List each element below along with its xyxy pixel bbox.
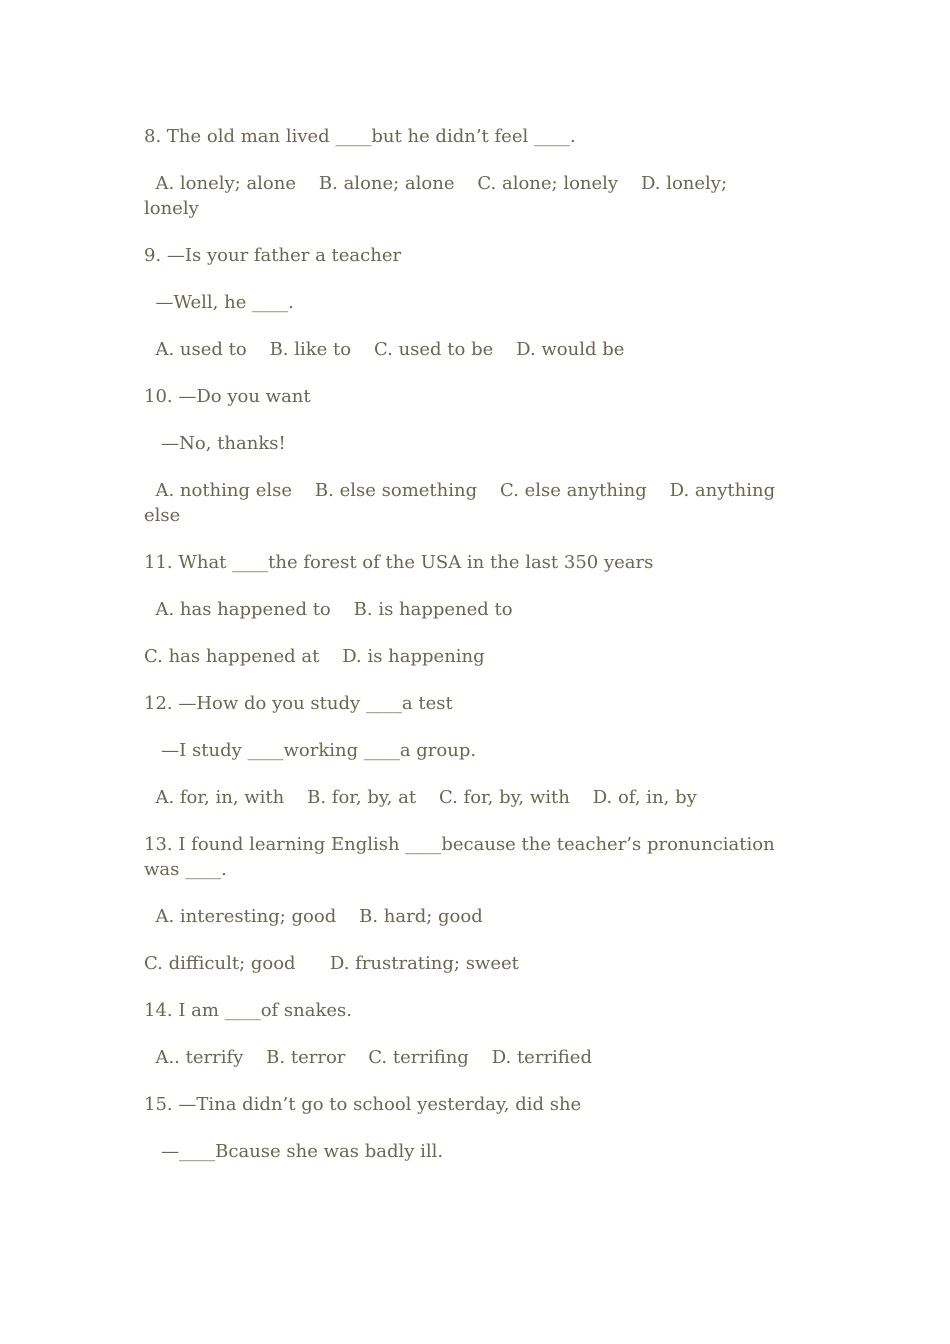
question-9-options: A. used to B. like to C. used to be D. would be: [144, 339, 625, 360]
question-14-options: A.. terrify B. terror C. terrifing D. terrified: [144, 1047, 592, 1068]
question-13-options-cd: C. difficult; good D. frustrating; sweet: [144, 953, 519, 974]
question-9-response: —Well, he ____.: [144, 292, 294, 313]
question-8-options: A. lonely; alone B. alone; alone C. alone; lonely D. lonely; lonely: [144, 173, 733, 219]
question-13-stem: 13. I found learning English ____because the teacher’s pronunciation was ____.: [144, 834, 781, 880]
question-12-stem: 12. —How do you study ____a test: [144, 693, 453, 714]
question-12-response: —I study ____working ____a group.: [144, 740, 477, 761]
question-9-stem: 9. —Is your father a teacher: [144, 245, 402, 266]
question-14-stem: 14. I am ____of snakes.: [144, 1000, 353, 1021]
question-8-stem: 8. The old man lived ____but he didn’t feel ____.: [144, 126, 576, 147]
document-page: [144, 124, 784, 1186]
question-11-options-ab: A. has happened to B. is happened to: [144, 599, 513, 620]
question-15-stem: 15. —Tina didn’t go to school yesterday, did she: [144, 1094, 582, 1115]
question-11-stem: 11. What ____the forest of the USA in the last 350 years: [144, 552, 654, 573]
question-12-options: A. for, in, with B. for, by, at C. for, by, with D. of, in, by: [144, 787, 697, 808]
question-10-options: A. nothing else B. else something C. else anything D. anything else: [144, 480, 781, 526]
question-10-stem: 10. —Do you want: [144, 386, 311, 407]
question-10-response: —No, thanks!: [144, 433, 286, 454]
question-13-options-ab: A. interesting; good B. hard; good: [144, 906, 483, 927]
question-11-options-cd: C. has happened at D. is happening: [144, 646, 485, 667]
question-15-response: —____Bcause she was badly ill.: [144, 1141, 444, 1162]
